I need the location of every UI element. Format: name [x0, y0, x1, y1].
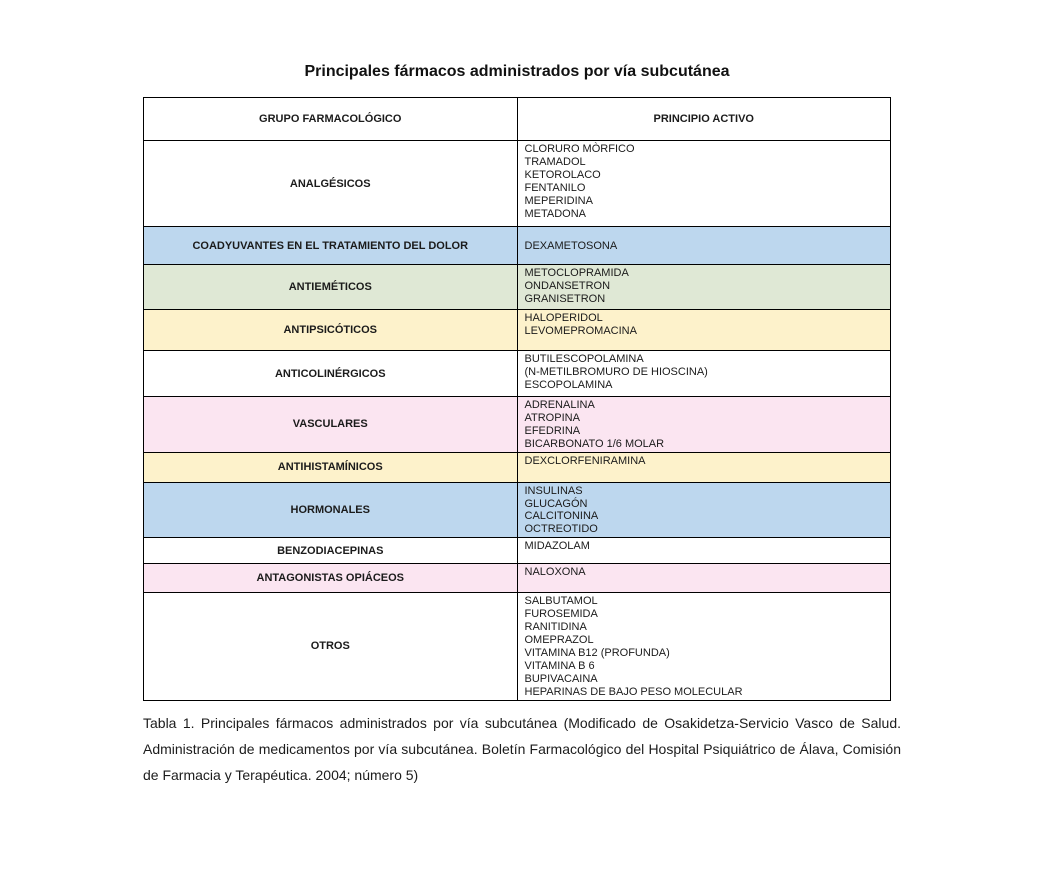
- drug-item: ONDANSETRON: [524, 279, 611, 292]
- drugs-cell: [517, 397, 891, 453]
- drug-item: LEVOMEPROMACINA: [524, 324, 637, 337]
- drug-item: OMEPRAZOL: [524, 633, 594, 646]
- drug-item: MIDAZOLAM: [524, 540, 590, 553]
- group-cell: ANTIHISTAMÍNICOS: [144, 452, 518, 482]
- column-header-principio-activo: PRINCIPIO ACTIVO: [517, 98, 891, 141]
- drug-item: (N-METILBROMURO DE HIOSCINA): [524, 365, 708, 378]
- table-row: [144, 564, 891, 593]
- group-cell: OTROS: [144, 593, 518, 700]
- drug-item: METADONA: [524, 207, 587, 220]
- table-row: [144, 538, 891, 564]
- drug-item: EFEDRINA: [524, 424, 581, 437]
- column-header-grupo-farmacologico: GRUPO FARMACOLÓGICO: [144, 98, 518, 141]
- group-cell: VASCULARES: [144, 397, 518, 453]
- table-row: [144, 141, 891, 227]
- group-cell: BENZODIACEPINAS: [144, 538, 518, 564]
- drug-item: HALOPERIDOL: [524, 312, 603, 324]
- drug-item: DEXAMETOSONA: [524, 239, 618, 252]
- drug-item: HEPARINAS DE BAJO PESO MOLECULAR: [524, 685, 743, 698]
- drug-item: GLUCAGÓN: [524, 497, 588, 510]
- drugs-cell: [517, 452, 891, 482]
- table-body: [144, 141, 891, 701]
- table-row: [144, 397, 891, 453]
- header-row: [144, 98, 891, 141]
- drug-item: FENTANILO: [524, 181, 586, 194]
- drugs-cell: [517, 593, 891, 700]
- drug-item: INSULINAS: [524, 484, 583, 497]
- table-row: [144, 452, 891, 482]
- drug-item: GRANISETRON: [524, 292, 606, 305]
- drug-item: BICARBONATO 1/6 MOLAR: [524, 437, 665, 450]
- table-row: [144, 593, 891, 700]
- drug-item: OCTREOTIDO: [524, 523, 598, 536]
- drug-item: CLORURO MÒRFICO: [524, 143, 635, 155]
- drug-item: MEPERIDINA: [524, 194, 593, 207]
- table-row: [144, 482, 891, 538]
- table-header: [144, 98, 891, 141]
- drug-item: CALCITONINA: [524, 510, 599, 523]
- group-cell: ANTAGONISTAS OPIÁCEOS: [144, 564, 518, 593]
- drug-item: METOCLOPRAMIDA: [524, 267, 629, 279]
- drugs-cell: [517, 141, 891, 227]
- drug-item: BUPIVACAINA: [524, 672, 598, 685]
- drugs-cell: [517, 351, 891, 397]
- drug-item: VITAMINA B12 (PROFUNDA): [524, 646, 670, 659]
- table-caption: Tabla 1. Principales fármacos administrados por vía subcutánea (Modificado de Osakidetza-Servicio Vasco de Salud. Administración de medicamentos por vía subcutánea. Boletín Farmacológico del Hospital Psiquiátrico de Álava, Comisión de Farmacia y Terapéutica. 2004; número 5): [143, 714, 901, 783]
- page-title: Principales fármacos administrados por vía subcutánea: [304, 63, 730, 80]
- drug-item: RANITIDINA: [524, 621, 587, 634]
- drugs-cell: [517, 265, 891, 310]
- drug-item: DEXCLORFENIRAMINA: [524, 454, 646, 467]
- drug-item: VITAMINA B 6: [524, 659, 595, 672]
- drugs-cell: [517, 310, 891, 351]
- drug-item: ESCOPOLAMINA: [524, 378, 613, 391]
- drug-item: ADRENALINA: [524, 399, 595, 411]
- drug-item: NALOXONA: [524, 566, 586, 579]
- drug-item: TRAMADOL: [524, 155, 586, 168]
- drug-item: SALBUTAMOL: [524, 595, 598, 608]
- drug-item: FUROSEMIDA: [524, 608, 598, 621]
- group-cell: ANTICOLINÉRGICOS: [144, 351, 518, 397]
- drug-item: ATROPINA: [524, 411, 580, 424]
- table-row: [144, 351, 891, 397]
- drugs-cell: [517, 482, 891, 538]
- table-row: [144, 227, 891, 265]
- drugs-cell: [517, 564, 891, 593]
- group-cell: HORMONALES: [144, 482, 518, 538]
- group-cell: COADYUVANTES EN EL TRATAMIENTO DEL DOLOR: [144, 227, 518, 265]
- document-page: [0, 62, 1042, 788]
- group-cell: ANTIEMÉTICOS: [144, 265, 518, 310]
- drug-item: BUTILESCOPOLAMINA: [524, 353, 644, 365]
- drug-item: KETOROLACO: [524, 168, 601, 181]
- group-cell: ANALGÉSICOS: [144, 141, 518, 227]
- table-row: [144, 310, 891, 351]
- table-row: [144, 265, 891, 310]
- drugs-cell: [517, 538, 891, 564]
- drug-table: [143, 97, 891, 701]
- drugs-cell: [517, 227, 891, 265]
- group-cell: ANTIPSICÓTICOS: [144, 310, 518, 351]
